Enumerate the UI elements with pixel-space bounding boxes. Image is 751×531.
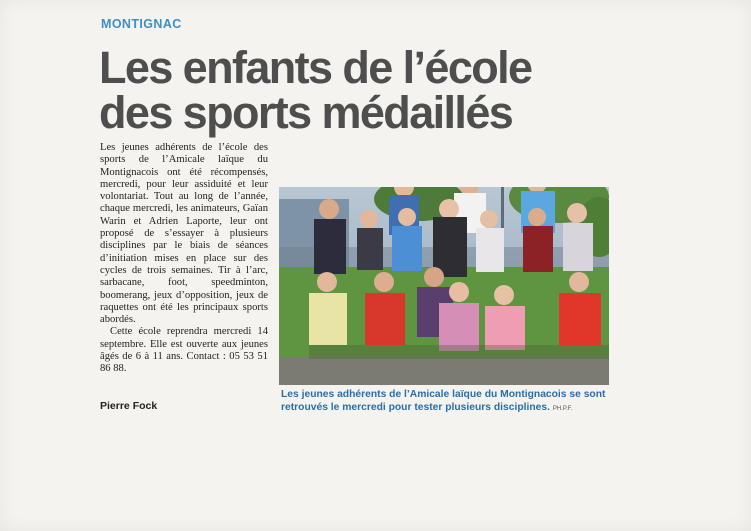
photo-credit: PH.P.F. (552, 405, 573, 412)
photo-caption (281, 389, 611, 415)
body-paragraph-2: Cette école reprendra mercredi 14 septembre. Elle est ouverte aux jeunes âgés de 6 à 11 ans. Contact : 05 53 51 86 88. (100, 326, 268, 375)
article-body (100, 142, 268, 376)
body-paragraph-1: Les jeunes adhérents de l’école des sports de l’Amicale laïque du Montignacois ont été récompensés, mercredi, pour leur assiduité et leur volontariat. Tout au long de l’année, chaque mercredi, les animateurs, Gaïan Warin et Adrien Laporte, leur ont proposé de s’essayer à plusieurs disciplines par le biais de séances d’initiation mises en place sur des cycles de trois semaines. Tir à l’arc, sarbacane, foot, speedminton, boomerang, jeux d’opposition, jeux de raquettes ont été les principaux sports abordés. (100, 142, 268, 326)
caption-text: Les jeunes adhérents de l’Amicale laïque du Montignacois se sont retrouvés le mercredi pour tester plusieurs disciplines. (281, 389, 606, 413)
group-photo-illustration (279, 187, 609, 385)
group-photo (279, 187, 609, 385)
headline (99, 42, 619, 138)
section-label: MONTIGNAC (101, 17, 182, 31)
headline-line-2: des sports médaillés (99, 87, 513, 138)
headline-line-1: Les enfants de l’école (99, 42, 532, 93)
byline: Pierre Fock (100, 400, 158, 412)
